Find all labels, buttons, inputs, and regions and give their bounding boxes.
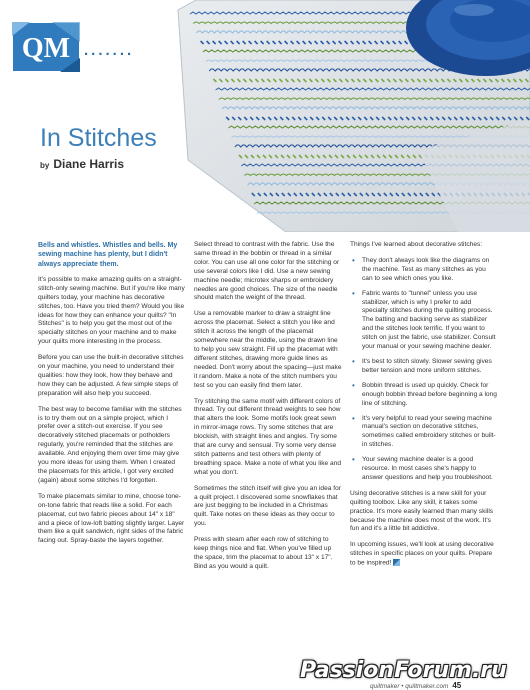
end-mark-icon (393, 559, 400, 566)
watermark: PassionForum.ru (300, 658, 507, 683)
column-2 (194, 241, 342, 579)
tip-text: They don't always look like the diagrams on the machine. Test as many stitches as you can to see which ones you like. (362, 256, 490, 282)
tip-text: It's very helpful to read your sewing machine manual's section on decorative stitches, sometimes called embroidery stitches or built-in stitches. (362, 414, 496, 449)
paragraph: Using decorative stitches is a new skill for your quilting toolbox. Like any skill, it takes some practice. It's more easily learned than many skills because the machine does most of the work. It's fun and it's a little bit addictive. (350, 489, 494, 533)
article-title: In Stitches (40, 124, 157, 152)
paragraph: To make placemats similar to mine, choose tone-on-tone fabric that reads like a solid. For each placemat, cut two fabric pieces about 14" x 18" and a piece of low-loft batting slightly larger. Layer them like a quilt sandwich, right sides of the fabric facing out. Spray-baste the layers together. (38, 492, 185, 545)
tip-text: Bobbin thread is used up quickly. Check for enough bobbin thread before beginning a long line of stitching. (362, 381, 497, 407)
masthead-dots: ....... (84, 42, 135, 59)
list-item (350, 290, 498, 352)
qm-logo-icon (12, 22, 80, 72)
author-name: Diane Harris (53, 157, 125, 171)
closing-text: In upcoming issues, we'll look at using decorative stitches in specific places on your quilts. Prepare to be inspired! (350, 541, 494, 567)
placemat-photo (168, 0, 530, 232)
bullet-icon: • (352, 380, 355, 390)
bullet-icon: • (352, 356, 355, 366)
site-name: quiltmaker • quiltmaker.com (370, 683, 449, 690)
byline-prefix: by (40, 161, 50, 170)
byline (40, 157, 124, 171)
paragraph: It's possible to make amazing quilts on a straight-stitch-only sewing machine. But if you're like many quilters today, your machine has decorative stitches, too. Have you tried them? Would you like ideas for how they can enhance your quilts? "In Stitches" is to help you get the most out of the specialty stitches on your machine and to make your quilts more interesting in the process. (38, 275, 185, 346)
column-1 (38, 241, 185, 553)
svg-text:QM: QM (21, 33, 71, 64)
paragraph: Press with steam after each row of stitching to keep things nice and flat. When you've filled up the space, trim the placemat to about 13" x 17". Bind as you would a quilt. (194, 536, 333, 570)
tips-list (350, 257, 498, 483)
paragraph: Select thread to contrast with the fabric. Use the same thread in the bobbin or thread in a similar color. You can use all one color for the stitching or use several colors like I did. Use a new sewing machine needle; microtex sharps or embroidery needles are good choices. The size of the needle should match the weight of the thread. (194, 241, 340, 302)
lead-paragraph: Bells and whistles. Whistles and bells. My sewing machine has plenty, but I didn't always appreciate them. (38, 242, 178, 268)
page-folio (370, 681, 461, 690)
paragraph: Try stitching the same motif with different colors of thread. Try out different thread weights to see how that alters the look. Some motifs look great sewn in mirror-image rows. Try some stitches that are blockish, with straight lines and angles. Try some that are curvy and sensual. Try some very dense stitch patterns and test others with plenty of breathing space. Make a note of what you like and what you don't. (194, 397, 341, 476)
list-item (350, 358, 498, 376)
paragraph (350, 541, 498, 568)
paragraph: Sometimes the stitch itself will give you an idea for a quilt project. I discovered some snowflakes that are just begging to be included in a Christmas quilt. Take notes on these ideas as they occur to you. (194, 484, 341, 528)
paragraph: Use a removable marker to draw a straight line across the placemat. Select a stitch you like and stitch it across the length of the placemat somewhere near the middle, using the drawn line to help you sew straight. Fill up the placemat with different stitches, drawing more guide lines as needed. Don't worry about the spacing—just make it random. Make a note of the stitch numbers you test so you can easily find them later. (194, 310, 342, 389)
bullet-icon: • (352, 413, 355, 423)
tip-text: It's best to stitch slowly. Slower sewing gives better tension and more uniform stitches. (362, 357, 492, 374)
page-number: 45 (452, 681, 462, 690)
list-item (350, 415, 498, 451)
paragraph: The best way to become familiar with the stitches is to try them out on a simple project, which I prefer over a stitch-out exercise. If you see decoratively stitched placemats or potholders regularly, you're reminded that the stitches are available. And enjoying them over time may give you more ideas for using them. When I created the placemats for this article, I got very excited (again) about some stitches I'd forgotten. (38, 405, 182, 484)
tips-intro: Things I've learned about decorative stitches: (350, 241, 483, 248)
bullet-icon: • (352, 288, 355, 298)
bullet-icon: • (352, 455, 355, 465)
tip-text: Your sewing machine dealer is a good resource. In most cases she's happy to answer questions and help you troubleshoot. (362, 456, 493, 481)
paragraph: Before you can use the built-in decorative stitches on your machine, you need to understand their qualities: how they look, how they behave and how they can be adjusted. A few simple steps of preparation will also help you succeed. (38, 354, 184, 397)
list-item (350, 456, 498, 483)
column-3 (350, 241, 498, 575)
tip-text: Fabric wants to "tunnel" unless you use stabilizer, which is why I prefer to add specialty stitches during the quilting process. The batting and backing serve as stabilizer and the stitches look terrific. If you want to stitch on just the fabric, use stabilizer. Consult your manual or your sewing machine dealer. (362, 289, 496, 351)
bullet-icon: • (352, 255, 355, 265)
list-item (350, 382, 498, 409)
list-item (350, 257, 498, 284)
